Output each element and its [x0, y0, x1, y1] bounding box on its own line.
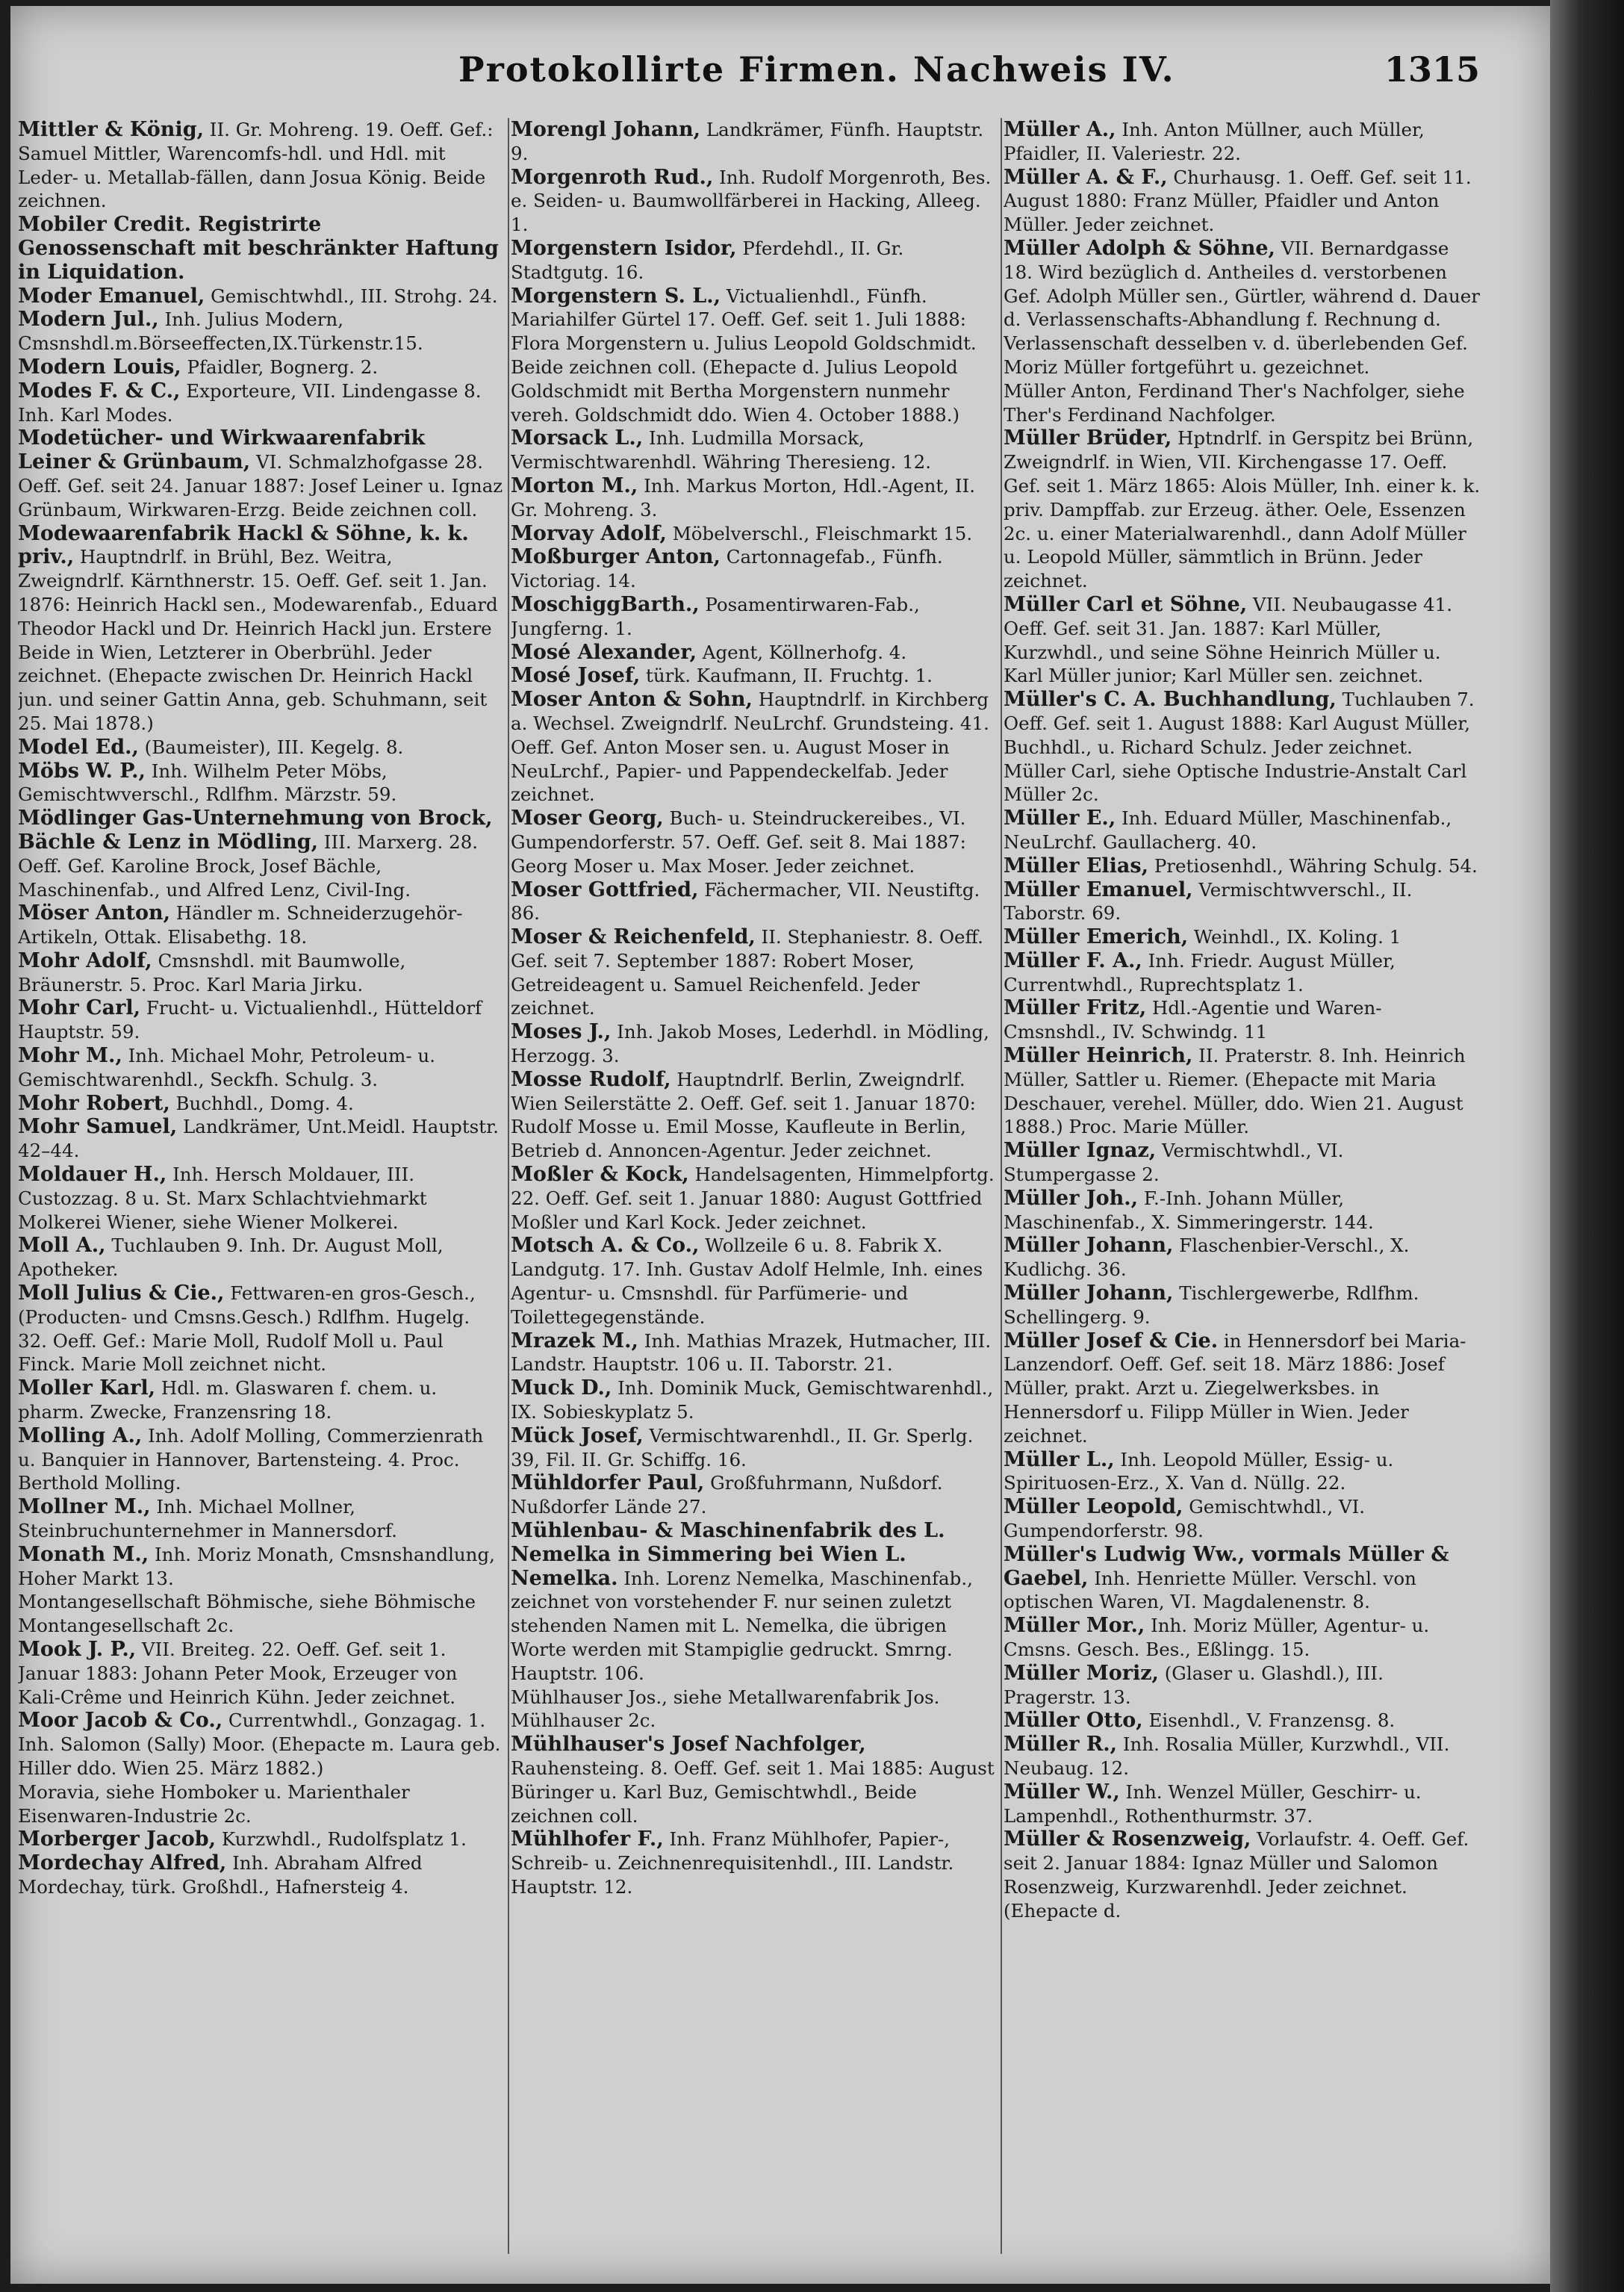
firm-details: II. Praterstr. 8. Inh. Heinrich Müller, Sattler u. Riemer. (Ehepacte mit Maria Deschauer, verehel. Müller, ddo. Wien 21. August 1888.) Proc. Marie Müller.	[1004, 1045, 1466, 1138]
directory-entry	[1004, 1234, 1481, 1282]
directory-entry	[1004, 1282, 1481, 1329]
column-divider	[508, 118, 509, 2254]
directory-entry	[1004, 593, 1481, 688]
firm-name: Mook J. P.,	[18, 1638, 137, 1661]
firm-name: Moser & Reichenfeld,	[511, 925, 756, 949]
directory-entry	[511, 118, 996, 166]
firm-details: Wollzeile 6 u. 8. Fabrik X. Landgutg. 17. Inh. Gustav Adolf Helmle, Inh. eines Agentur- u. Cmsnshdl. für Parfümerie- und Toilettegegenstände.	[511, 1234, 983, 1328]
firm-name: Müller Emanuel,	[1004, 878, 1193, 901]
firm-details: Tuchlauben 9. Inh. Dr. August Moll, Apotheker.	[18, 1234, 444, 1281]
firm-name: Müller E.,	[1004, 807, 1116, 830]
firm-name: Mück Josef,	[511, 1423, 644, 1447]
directory-entry	[18, 1163, 503, 1234]
firm-details: Inh. Dominik Muck, Gemischtwarenhdl., IX. Sobieskyplatz 5.	[511, 1377, 994, 1423]
firm-name: Müller Josef & Cie.	[1004, 1329, 1219, 1352]
directory-entry	[1004, 426, 1481, 593]
directory-entry	[1004, 807, 1481, 854]
firm-name: Morgenroth Rud.,	[511, 165, 714, 189]
firm-details: Fettwaren-en gros-Gesch., (Producten- und Cmsns.Gesch.) Rdlfhm. Hugelg. 32. Oeff. Gef.: Marie Moll, Rudolf Moll u. Paul Finck. Marie Moll zeichnet nicht.	[18, 1282, 476, 1376]
page-edge	[1550, 0, 1624, 2292]
firm-details: Inh. Rudolf Morgenroth, Bes. e. Seiden- u. Baumwollfärberei in Hacking, Alleeg. 1.	[511, 166, 992, 236]
directory-entry	[18, 996, 503, 1044]
firm-details: Gemischtwhdl., III. Strohg. 24.	[205, 285, 498, 307]
firm-name: Müller Emerich,	[1004, 925, 1189, 949]
firm-details: Weinhdl., IX. Koling. 1	[1188, 926, 1401, 948]
directory-entry	[511, 166, 996, 237]
firm-details: Currentwhdl., Gonzagag. 1. Inh. Salomon (Sally) Moor. (Ehepacte m. Laura geb. Hiller ddo. Wien 25. März 1882.)	[18, 1709, 501, 1779]
firm-details: (Baumeister), III. Kegelg. 8.	[138, 736, 404, 758]
firm-name: Monath M.,	[18, 1542, 149, 1566]
firm-name: Müller Adolph & Söhne,	[1004, 236, 1275, 260]
firm-name: Morberger Jacob,	[18, 1827, 217, 1851]
directory-entry	[511, 688, 996, 807]
firm-details: Inh. Abraham Alfred Mordechay, türk. Großhdl., Hafnersteig 4.	[18, 1852, 423, 1898]
firm-details: II. Gr. Mohreng. 19. Oeff. Gef.: Samuel Mittler, Warencomfs-hdl. und Hdl. mit Leder- u. Metallab-fällen, dann Josua König. Beide zeichnen.	[18, 119, 494, 212]
firm-details: Inh. Franz Mühlhofer, Papier-, Schreib- u. Zeichnenrequisitenhdl., III. Landstr. Hauptstr. 12.	[511, 1828, 954, 1898]
firm-details: Inh. Friedr. August Müller, Currentwhdl., Ruprechtsplatz 1.	[1004, 949, 1396, 996]
firm-details: Mühlhauser Jos., siehe Metallwarenfabrik Jos. Mühlhauser 2c.	[511, 1686, 940, 1732]
firm-name: Morton M.,	[511, 473, 638, 497]
firm-name: Müller R.,	[1004, 1733, 1118, 1757]
directory-entry	[511, 641, 996, 665]
firm-details: III. Marxerg. 28. Oeff. Gef. Karoline Brock, Josef Bächle, Maschinenfab., und Alfred Lenz, Civil-Ing.	[18, 830, 479, 901]
firm-details: Pferdehdl., II. Gr. Stadtgutg. 16.	[511, 237, 904, 283]
firm-details: Inh. Julius Modern, Cmsnshdl.m.Börseeffecten,IX.Türkenstr.15.	[18, 308, 423, 355]
firm-details: Inh. Eduard Müller, Maschinenfab., NeuLrchf. Gaullacherg. 40.	[1004, 807, 1452, 853]
firm-name: Müller Johann,	[1004, 1234, 1174, 1258]
firm-details: Pfaidler, Bognerg. 2.	[181, 355, 379, 378]
firm-name: Müller Heinrich,	[1004, 1044, 1193, 1068]
directory-entry	[1004, 760, 1481, 807]
firm-name: Morgenstern S. L.,	[511, 284, 721, 308]
directory-entry	[18, 1115, 503, 1163]
firm-name: Morengl Johann,	[511, 118, 701, 141]
firm-name: Moder Emanuel,	[18, 284, 205, 308]
firm-name: Mühldorfer Paul,	[511, 1471, 705, 1495]
firm-name: Mühlhauser's Josef Nachfolger,	[511, 1733, 866, 1757]
directory-entry	[18, 1234, 503, 1282]
directory-entry	[18, 949, 503, 997]
directory-entry	[1004, 237, 1481, 379]
firm-name: Mittler & König,	[18, 118, 204, 141]
firm-details: Müller Carl, siehe Optische Industrie-Anstalt Carl Müller 2c.	[1004, 760, 1467, 806]
firm-name: Müller W.,	[1004, 1780, 1120, 1804]
firm-name: Motsch A. & Co.,	[511, 1234, 700, 1258]
directory-entry	[1004, 1733, 1481, 1780]
firm-name: Modern Jul.,	[18, 308, 159, 332]
directory-entry	[18, 760, 503, 807]
directory-entry	[1004, 379, 1481, 427]
directory-entry	[511, 1020, 996, 1068]
directory-entry	[1004, 1827, 1481, 1922]
directory-entry	[18, 1638, 503, 1709]
directory-entry	[1004, 166, 1481, 237]
firm-name: Müller A.,	[1004, 118, 1116, 141]
firm-details: Rauhensteing. 8. Oeff. Gef. seit 1. Mai 1885: August Büringer u. Karl Buz, Gemischtwhdl., Beide zeichnen coll.	[511, 1757, 995, 1827]
firm-name: Mühlhofer F.,	[511, 1827, 664, 1851]
directory-entry	[18, 1590, 503, 1638]
firm-name: Mosse Rudolf,	[511, 1067, 671, 1091]
firm-name: Moser Anton & Sohn,	[511, 688, 753, 712]
firm-name: Moor Jacob & Co.,	[18, 1709, 223, 1733]
column-left	[18, 118, 503, 2254]
firm-name: Mollner M.,	[18, 1495, 151, 1519]
firm-details: (Glaser u. Glashdl.), III. Pragerstr. 13.	[1004, 1662, 1384, 1708]
directory-entry	[511, 285, 996, 427]
firm-details: Inh. Wenzel Müller, Geschirr- u. Lampenhdl., Rothenthurmstr. 37.	[1004, 1780, 1422, 1827]
firm-name: Moser Georg,	[511, 807, 664, 830]
directory-page	[10, 6, 1550, 2284]
directory-entry	[1004, 996, 1481, 1044]
firm-name: Morvay Adolf,	[511, 521, 667, 545]
firm-details: Inh. Moriz Müller, Agentur- u. Cmsns. Gesch. Bes., Eßlingg. 15.	[1004, 1615, 1430, 1660]
directory-entry	[511, 1424, 996, 1472]
firm-name: Moldauer H.,	[18, 1163, 167, 1187]
firm-details: Hauptndrlf. in Brühl, Bez. Weitra, Zweigndrlf. Kärnthnerstr. 15. Oeff. Gef. seit 1. Jan. 1876: Heinrich Hackl sen., Modewarenfab., Eduard Theodor Hackl und Dr. Heinrich Hackl jun. Erstere Beide in Wien, Letzterer in Oberbrühl. Jeder zeichnet. (Ehepacte zwischen Dr. Heinrich Hackl jun. und seiner Gattin Anna, geb. Schuhmann, seit 25. Mai 1878.)	[18, 546, 498, 734]
firm-details: Frucht- u. Victualienhdl., Hütteldorf Hauptstr. 59.	[18, 997, 482, 1043]
directory-entry	[18, 1709, 503, 1780]
firm-details: in Hennersdorf bei Maria-Lanzendorf. Oeff. Gef. seit 18. März 1886: Josef Müller, prakt. Arzt u. Ziegelwerksbes. in Hennersdorf u. Filipp Müller in Wien. Jeder zeichnet.	[1004, 1329, 1466, 1447]
directory-entry	[511, 474, 996, 522]
firm-name: Mobiler Credit. Registrirte Genossenschaft mit beschränkter Haftung in Liquidation.	[18, 213, 499, 284]
firm-details: VII. Breiteg. 22. Oeff. Gef. seit 1. Januar 1883: Johann Peter Mook, Erzeuger von Kali-Crême und Heinrich Kühn. Jeder zeichnet.	[18, 1639, 458, 1708]
firm-details: Möbelverschl., Fleischmarkt 15.	[666, 522, 973, 544]
directory-entry	[511, 807, 996, 878]
firm-details: Churhausg. 1. Oeff. Gef. seit 11. August 1880: Franz Müller, Pfaidler und Anton Müller. Jeder zeichnet.	[1004, 166, 1472, 236]
firm-details: Fächermacher, VII. Neustiftg. 86.	[511, 878, 980, 925]
firm-name: Moses J.,	[511, 1020, 612, 1044]
firm-details: Flaschenbier-Verschl., X. Kudlichg. 36.	[1004, 1234, 1410, 1281]
firm-details: Hdl. m. Glaswaren f. chem. u. pharm. Zwecke, Franzensring 18.	[18, 1377, 438, 1423]
directory-entry	[1004, 1139, 1481, 1187]
directory-entry	[511, 1471, 996, 1519]
firm-name: Morsack L.,	[511, 426, 644, 450]
firm-name: MoschiggBarth.,	[511, 592, 700, 616]
directory-entry	[511, 237, 996, 285]
firm-details: Cartonnagefab., Fünfh. Victoriag. 14.	[511, 546, 943, 592]
directory-entry	[18, 355, 503, 379]
firm-details: Vermischtwarenhdl., II. Gr. Sperlg. 39, Fil. II. Gr. Schiffg. 16.	[511, 1424, 974, 1470]
directory-entry	[1004, 1709, 1481, 1733]
directory-entry	[1004, 1495, 1481, 1543]
firm-name: Moßler & Kock,	[511, 1163, 689, 1187]
firm-details: VII. Neubaugasse 41. Oeff. Gef. seit 31. Jan. 1887: Karl Müller, Kurzwhdl., und seine Söhne Heinrich Müller u. Karl Müller junior; Karl Müller sen. zeichnet.	[1004, 593, 1452, 687]
firm-name: Mohr Robert,	[18, 1091, 170, 1115]
directory-entry	[18, 118, 503, 213]
firm-details: Moravia, siehe Homboker u. Marienthaler Eisenwaren-Industrie 2c.	[18, 1780, 410, 1827]
firm-details: Inh. Henriette Müller. Verschl. von optischen Waren, VI. Magdalenenstr. 8.	[1004, 1567, 1416, 1613]
directory-entry	[18, 736, 503, 760]
directory-entry	[18, 1780, 503, 1828]
firm-name: Möser Anton,	[18, 901, 170, 925]
directory-entry	[511, 1376, 996, 1424]
firm-details: F.-Inh. Johann Müller, Maschinenfab., X. Simmeringerstr. 144.	[1004, 1187, 1374, 1233]
directory-entry	[18, 285, 503, 308]
firm-details: Inh. Lorenz Nemelka, Maschinenfab., zeichnet von vorstehender F. nur seinen zuletzt stehenden Namen mit L. Nemelka, die übrigen Worte werden mit Stampiglie gedruckt. Smrng. Hauptstr. 106.	[511, 1567, 973, 1684]
directory-entry	[511, 925, 996, 1020]
firm-details: Inh. Hersch Moldauer, III. Custozzag. 8 u. St. Marx Schlachtviehmarkt Molkerei Wiener, siehe Wiener Molkerei.	[18, 1164, 427, 1233]
firm-details: Buchhdl., Domg. 4.	[169, 1092, 354, 1114]
directory-entry	[1004, 688, 1481, 759]
column-right	[1004, 118, 1481, 2254]
directory-entry	[18, 1044, 503, 1092]
firm-details: Hptndrlf. in Gerspitz bei Brünn, Zweigndrlf. in Wien, VII. Kirchengasse 17. Oeff. Gef. seit 1. März 1865: Alois Müller, Inh. einer k. k. priv. Dampffab. zur Erzeug. äther. Oele, Essenzen 2c. u. einer Materialwarenhdl., dann Adolf Müller u. Leopold Müller, sämmtlich in Brünn. Jeder zeichnet.	[1004, 427, 1481, 592]
firm-details: Müller Anton, Ferdinand Ther's Nachfolger, siehe Ther's Ferdinand Nachfolger.	[1004, 379, 1465, 426]
firm-details: Agent, Köllnerhofg. 4.	[697, 641, 907, 663]
directory-entry	[511, 593, 996, 641]
firm-details: VI. Schmalzhofgasse 28. Oeff. Gef. seit 24. Januar 1887: Josef Leiner u. Ignaz Grünbaum, Wirkwaren-Erzg. Beide zeichnen coll.	[18, 451, 503, 521]
firm-details: Inh. Michael Mohr, Petroleum- u. Gemischtwarenhdl., Seckfh. Schulg. 3.	[18, 1045, 435, 1090]
firm-name: Modewaarenfabrik Hackl & Söhne, k. k. priv.,	[18, 521, 469, 569]
firm-name: Mödlinger Gas-Unternehmung von Brock, Bächle & Lenz in Mödling,	[18, 807, 493, 854]
firm-name: Müller Carl et Söhne,	[1004, 592, 1248, 616]
firm-details: Vorlaufstr. 4. Oeff. Gef. seit 2. Januar 1884: Ignaz Müller und Salomon Rosenzweig, Kurzwarenhdl. Jeder zeichnet. (Ehepacte d.	[1004, 1828, 1469, 1922]
firm-details: Tuchlauben 7. Oeff. Gef. seit 1. August 1888: Karl August Müller, Buchhdl., u. Richard Schulz. Jeder zeichnet.	[1004, 689, 1475, 758]
directory-entry	[1004, 878, 1481, 926]
firm-name: Müller Brüder,	[1004, 426, 1172, 450]
firm-name: Mohr M.,	[18, 1044, 122, 1068]
firm-name: Mordechay Alfred,	[18, 1851, 227, 1875]
directory-entry	[18, 1424, 503, 1495]
page-title: Protokollirte Firmen. Nachweis IV.	[458, 49, 1175, 90]
firm-details: Exporteure, VII. Lindengasse 8. Inh. Karl Modes.	[18, 379, 482, 426]
column-middle	[511, 118, 996, 2254]
firm-details: Inh. Anton Müllner, auch Müller, Pfaidler, II. Valeriestr. 22.	[1004, 119, 1425, 164]
firm-name: Mosé Alexander,	[511, 640, 697, 664]
directory-entry	[1004, 118, 1481, 166]
firm-name: Müller Ignaz,	[1004, 1139, 1157, 1163]
directory-entry	[511, 426, 996, 474]
column-divider	[1001, 118, 1002, 2254]
directory-entry	[18, 1376, 503, 1424]
firm-details: Kurzwhdl., Rudolfsplatz 1.	[216, 1828, 467, 1851]
directory-entry	[1004, 1187, 1481, 1234]
firm-details: VII. Bernardgasse 18. Wird bezüglich d. Antheiles d. verstorbenen Gef. Adolph Müller sen., Gürtler, während d. Dauer d. Verlassenschafts-Abhandlung f. Rechnung d. Verlassenschaft desselben v. d. überlebenden Gef. Moriz Müller fortgeführt u. gezeichnet.	[1004, 237, 1480, 378]
firm-details: Cmsnshdl. mit Baumwolle, Bräunerstr. 5. Proc. Karl Maria Jirku.	[18, 949, 406, 996]
firm-details: Inh. Adolf Molling, Commerzienrath u. Banquier in Hannover, Bartensteing. 4. Proc. Berthold Molling.	[18, 1424, 484, 1494]
directory-entry	[1004, 1448, 1481, 1496]
firm-name: Model Ed.,	[18, 735, 139, 759]
firm-name: Moller Karl,	[18, 1376, 156, 1400]
firm-name: Müller Joh.,	[1004, 1186, 1139, 1210]
firm-details: Buch- u. Steindruckereibes., VI. Gumpendorferstr. 57. Oeff. Gef. seit 8. Mai 1887: Georg Moser u. Max Moser. Jeder zeichnet.	[511, 807, 966, 877]
firm-name: Modern Louis,	[18, 355, 181, 379]
directory-entry	[1004, 1543, 1481, 1614]
firm-details: Landkrämer, Unt.Meidl. Hauptstr. 42–44.	[18, 1116, 499, 1162]
firm-details: Inh. Markus Morton, Hdl.-Agent, II. Gr. Mohreng. 3.	[511, 474, 975, 521]
directory-entry	[1004, 949, 1481, 997]
directory-entry	[18, 379, 503, 427]
firm-details: Handelsagenten, Himmelpfortg. 22. Oeff. Gef. seit 1. Januar 1880: August Gottfried Moßler und Karl Kock. Jeder zeichnet.	[511, 1164, 995, 1233]
firm-name: Müller Otto,	[1004, 1709, 1143, 1733]
directory-entry	[18, 213, 503, 284]
firm-details: Inh. Rosalia Müller, Kurzwhdl., VII. Neubaug. 12.	[1004, 1733, 1450, 1779]
directory-entry	[511, 545, 996, 593]
directory-entry	[18, 308, 503, 355]
firm-details: Gemischtwhdl., VI. Gumpendorferstr. 98.	[1004, 1496, 1366, 1542]
directory-entry	[18, 1851, 503, 1899]
directory-entry	[511, 1163, 996, 1234]
firm-name: Müller Moriz,	[1004, 1661, 1159, 1685]
directory-entry	[18, 807, 503, 901]
directory-entry	[1004, 1329, 1481, 1448]
firm-details: türk. Kaufmann, II. Fruchtg. 1.	[640, 665, 933, 687]
directory-entry	[511, 878, 996, 926]
firm-name: Moll Julius & Cie.,	[18, 1282, 225, 1305]
firm-name: Müller A. & F.,	[1004, 165, 1168, 189]
firm-details: Vermischtwhdl., VI. Stumpergasse 2.	[1004, 1140, 1344, 1186]
firm-details: Pretiosenhdl., Währing Schulg. 54.	[1148, 854, 1478, 877]
directory-entry	[511, 664, 996, 688]
firm-details: Hdl.-Agentie und Waren-Cmsnshdl., IV. Schwindg. 11	[1004, 997, 1382, 1043]
firm-name: Möbs W. P.,	[18, 759, 146, 783]
firm-name: Mosé Josef,	[511, 664, 641, 688]
page-header	[10, 49, 1550, 102]
firm-name: Moßburger Anton,	[511, 545, 721, 569]
directory-entry	[1004, 1662, 1481, 1709]
firm-details: Händler m. Schneiderzugehör-Artikeln, Ottak. Elisabethg. 18.	[18, 902, 463, 948]
firm-name: Molling A.,	[18, 1423, 143, 1447]
firm-details: Landkrämer, Fünfh. Hauptstr. 9.	[511, 119, 984, 164]
directory-entry	[511, 1329, 996, 1377]
directory-entry	[511, 1234, 996, 1329]
firm-name: Müller L.,	[1004, 1447, 1115, 1471]
directory-entry	[511, 522, 996, 546]
firm-name: Müller & Rosenzweig,	[1004, 1827, 1251, 1851]
firm-name: Müller's C. A. Buchhandlung,	[1004, 688, 1337, 712]
directory-entry	[511, 1519, 996, 1686]
firm-name: Morgenstern Isidor,	[511, 236, 737, 260]
directory-entry	[18, 522, 503, 736]
firm-details: Großfuhrmann, Nußdorf. Nußdorfer Lände 27.	[511, 1472, 943, 1518]
firm-details: II. Stephaniestr. 8. Oeff. Gef. seit 7. September 1887: Robert Moser, Getreideagent u. Samuel Reichenfeld. Jeder zeichnet.	[511, 926, 983, 1019]
directory-entry	[18, 1495, 503, 1543]
firm-details: Vermischtwverschl., II. Taborstr. 69.	[1004, 878, 1413, 925]
directory-entry	[511, 1733, 996, 1827]
firm-details: Inh. Moriz Monath, Cmsnshandlung, Hoher Markt 13.	[18, 1543, 495, 1589]
firm-details: Hauptndrlf. Berlin, Zweigndrlf. Wien Seilerstätte 2. Oeff. Gef. seit 1. Januar 1870: Rudolf Mosse u. Emil Mosse, Kaufleute in Berlin, Betrieb d. Annoncen-Agentur. Jeder zeichnet.	[511, 1068, 976, 1162]
directory-entry	[511, 1686, 996, 1733]
firm-name: Mohr Samuel,	[18, 1115, 178, 1139]
firm-name: Müller F. A.,	[1004, 948, 1142, 972]
directory-entry	[18, 426, 503, 521]
firm-details: Tischlergewerbe, Rdlfhm. Schellingerg. 9.	[1004, 1282, 1419, 1328]
firm-name: Muck D.,	[511, 1376, 612, 1400]
firm-name: Moll A.,	[18, 1234, 106, 1258]
firm-name: Mohr Carl,	[18, 996, 141, 1020]
firm-details: Inh. Michael Mollner, Steinbruchunternehmer in Mannersdorf.	[18, 1496, 397, 1542]
directory-entry	[18, 1543, 503, 1591]
page-number: 1315	[1384, 49, 1481, 90]
firm-details: Inh. Ludmilla Morsack, Vermischtwarenhdl. Währing Theresieng. 12.	[511, 427, 932, 473]
firm-details: Posamentirwaren-Fab., Jungferng. 1.	[511, 593, 920, 639]
firm-details: Inh. Jakob Moses, Lederhdl. in Mödling, Herzogg. 3.	[511, 1021, 989, 1067]
firm-details: Eisenhdl., V. Franzensg. 8.	[1142, 1709, 1396, 1732]
directory-entry	[1004, 925, 1481, 949]
directory-entry	[1004, 1614, 1481, 1662]
firm-name: Mrazek M.,	[511, 1329, 638, 1352]
firm-details: Inh. Mathias Mrazek, Hutmacher, III. Landstr. Hauptstr. 106 u. II. Taborstr. 21.	[511, 1329, 992, 1376]
firm-name: Müller's Ludwig Ww., vormals Müller & Gaebel,	[1004, 1542, 1449, 1590]
directory-entry	[18, 1827, 503, 1851]
directory-entry	[1004, 854, 1481, 878]
firm-details: Victualienhdl., Fünfh. Mariahilfer Gürtel 17. Oeff. Gef. seit 1. Juli 1888: Flora Morgenstern u. Julius Leopold Goldschmidt. Beide zeichnen coll. (Ehepacte d. Julius Leopold Goldschmidt mit Bertha Morgenstern nunmehr vereh. Goldschmidt ddo. Wien 4. October 1888.)	[511, 285, 977, 426]
firm-name: Müller Fritz,	[1004, 996, 1147, 1020]
directory-entry	[18, 1092, 503, 1116]
firm-name: Modetücher- und Wirkwaarenfabrik Leiner & Grünbaum,	[18, 426, 426, 474]
firm-name: Moser Gottfried,	[511, 878, 699, 901]
firm-name: Modes F. & C.,	[18, 379, 181, 403]
directory-entry	[18, 1282, 503, 1376]
firm-details: Montangesellschaft Böhmische, siehe Böhmische Montangesellschaft 2c.	[18, 1591, 476, 1637]
firm-name: Müller Elias,	[1004, 854, 1149, 878]
firm-name: Mühlenbau- & Maschinenfabrik des L. Nemelka in Simmering bei Wien L. Nemelka.	[511, 1519, 945, 1590]
firm-details: Hauptndrlf. in Kirchberg a. Wechsel. Zweigndrlf. NeuLrchf. Grundsteing. 41. Oeff. Gef. Anton Moser sen. u. August Moser in NeuLrchf., Papier- und Pappendeckelfab. Jeder zeichnet.	[511, 689, 989, 806]
firm-name: Müller Johann,	[1004, 1282, 1174, 1305]
directory-entry	[511, 1068, 996, 1163]
firm-name: Müller Leopold,	[1004, 1495, 1183, 1519]
directory-entry	[511, 1827, 996, 1898]
firm-details: Inh. Leopold Müller, Essig- u. Spirituosen-Erz., X. Van d. Nüllg. 22.	[1004, 1448, 1394, 1494]
firm-details: Inh. Wilhelm Peter Möbs, Gemischtwverschl., Rdlfhm. Märzstr. 59.	[18, 760, 397, 806]
firm-name: Mohr Adolf,	[18, 948, 152, 972]
firm-name: Müller Mor.,	[1004, 1614, 1145, 1638]
directory-entry	[1004, 1780, 1481, 1828]
directory-entry	[18, 901, 503, 949]
directory-entry	[1004, 1044, 1481, 1139]
